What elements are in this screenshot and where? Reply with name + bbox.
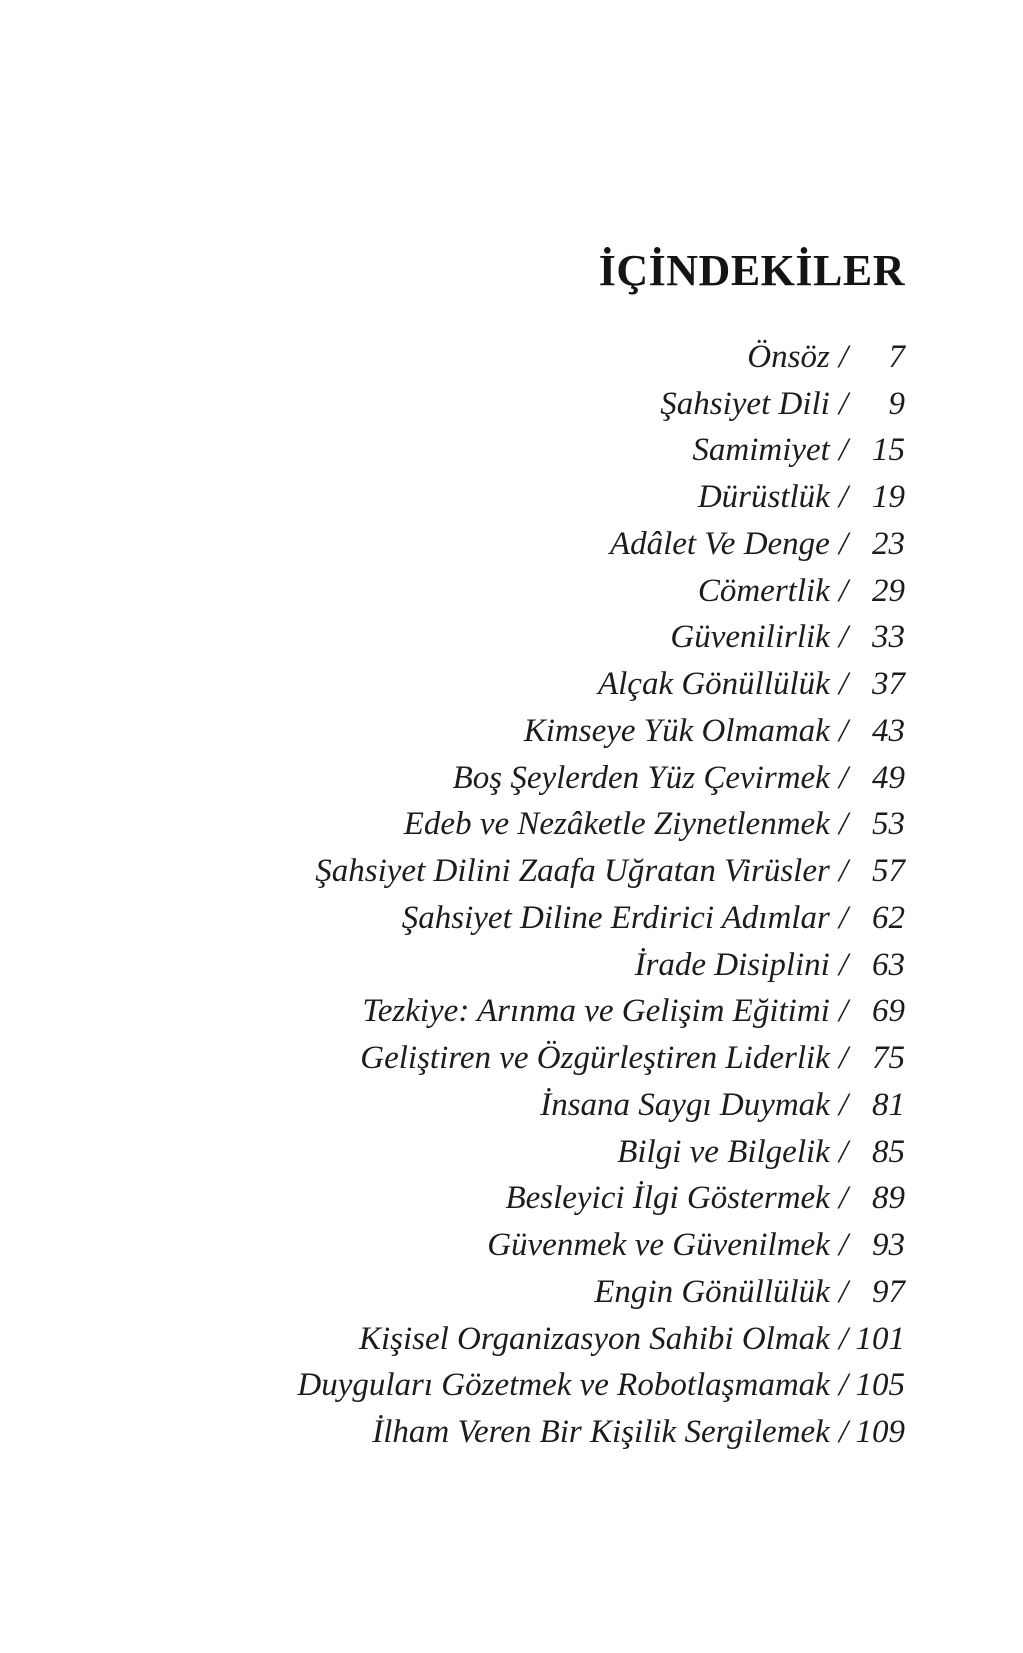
toc-entry-page-number: 29: [872, 572, 905, 609]
toc-entry-label: Tezkiye: Arınma ve Gelişim Eğitimi: [362, 993, 830, 1030]
toc-separator: /: [838, 1133, 848, 1170]
toc-entry-page-number: 9: [888, 385, 905, 422]
toc-entry-page-number: 7: [888, 338, 905, 375]
toc-entry-row: [80, 479, 905, 526]
toc-separator: /: [838, 1180, 848, 1217]
toc-separator: /: [838, 1367, 848, 1404]
toc-entry-label: Kişisel Organizasyon Sahibi Olmak: [358, 1320, 830, 1357]
toc-entry-page-number: 93: [872, 1227, 905, 1264]
toc-separator: /: [838, 899, 848, 936]
toc-entry-page-number: 69: [872, 993, 905, 1030]
toc-entry-page-number: 105: [855, 1367, 905, 1404]
toc-entry-row: [80, 1274, 905, 1321]
toc-separator: /: [838, 338, 848, 375]
toc-entry-row: [80, 806, 905, 853]
toc-entry-label: Engin Gönüllülük: [594, 1273, 830, 1310]
toc-entry-row: [80, 853, 905, 900]
toc-entry-label: Dürüstlük: [697, 479, 830, 516]
toc-entry-row: [80, 1040, 905, 1087]
toc-entry-row: [80, 1321, 905, 1368]
toc-entry-row: [80, 1180, 905, 1227]
toc-entry-label: Önsöz: [747, 338, 830, 375]
toc-entry-page-number: 109: [855, 1414, 905, 1451]
toc-entry-row: [80, 900, 905, 947]
toc-entry-row: [80, 666, 905, 713]
toc-entry-label: İrade Disiplini: [634, 946, 830, 983]
toc-entry-page-number: 89: [872, 1180, 905, 1217]
toc-entry-page-number: 57: [872, 853, 905, 890]
toc-separator: /: [838, 1040, 848, 1077]
toc-entry-row: [80, 713, 905, 760]
toc-separator: /: [838, 853, 848, 890]
toc-entry-label: Duyguları Gözetmek ve Robotlaşmamak: [297, 1367, 830, 1404]
toc-entry-row: [80, 339, 905, 386]
toc-entry-row: [80, 993, 905, 1040]
toc-entry-label: Besleyici İlgi Göstermek: [505, 1180, 830, 1217]
toc-separator: /: [838, 666, 848, 703]
toc-separator: /: [838, 712, 848, 749]
toc-entry-row: [80, 760, 905, 807]
toc-separator: /: [838, 1320, 848, 1357]
toc-entry-label: Cömertlik: [697, 572, 830, 609]
toc-entry-label: İlham Veren Bir Kişilik Sergilemek: [372, 1414, 830, 1451]
toc-entry-row: [80, 1367, 905, 1414]
toc-entry-page-number: 37: [872, 666, 905, 703]
toc-entry-label: Kimseye Yük Olmamak: [523, 712, 830, 749]
toc-entry-row: [80, 1087, 905, 1134]
toc-separator: /: [838, 572, 848, 609]
toc-separator: /: [838, 525, 848, 562]
toc-entry-row: [80, 526, 905, 573]
toc-entry-row: [80, 432, 905, 479]
toc-entry-label: Geliştiren ve Özgürleştiren Liderlik: [360, 1040, 830, 1077]
toc-entry-page-number: 15: [872, 432, 905, 469]
toc-entry-label: Samimiyet: [692, 432, 830, 469]
toc-separator: /: [838, 759, 848, 796]
toc-entry-row: [80, 947, 905, 994]
toc-entry-page-number: 101: [855, 1320, 905, 1357]
toc-entry-row: [80, 386, 905, 433]
toc-entry-row: [80, 1414, 905, 1461]
toc-separator: /: [838, 1414, 848, 1451]
toc-entry-label: Şahsiyet Diline Erdirici Adımlar: [401, 899, 830, 936]
page-title: İÇİNDEKİLER: [598, 246, 905, 295]
toc-separator: /: [838, 1273, 848, 1310]
toc-entry-page-number: 49: [872, 759, 905, 796]
toc-entry-label: Boş Şeylerden Yüz Çevirmek: [452, 759, 830, 796]
toc-separator: /: [838, 432, 848, 469]
toc-entry-row: [80, 1134, 905, 1181]
toc-entry-page-number: 53: [872, 806, 905, 843]
toc-separator: /: [838, 385, 848, 422]
toc-separator: /: [838, 806, 848, 843]
toc-entry-label: Güvenilirlik: [670, 619, 830, 656]
toc-entry-label: Alçak Gönüllülük: [597, 666, 830, 703]
toc-entry-row: [80, 619, 905, 666]
toc-entry-label: İnsana Saygı Duymak: [540, 1086, 830, 1123]
toc-separator: /: [838, 993, 848, 1030]
toc-entry-row: [80, 1227, 905, 1274]
toc-entry-page-number: 81: [872, 1086, 905, 1123]
toc-entry-page-number: 63: [872, 946, 905, 983]
toc-entry-page-number: 62: [872, 899, 905, 936]
toc-entry-label: Güvenmek ve Güvenilmek: [487, 1227, 830, 1264]
toc-entry-page-number: 75: [872, 1040, 905, 1077]
toc-entry-label: Adâlet Ve Denge: [609, 525, 830, 562]
table-of-contents: [80, 339, 905, 1461]
toc-entry-label: Şahsiyet Dili: [660, 385, 830, 422]
toc-entry-row: [80, 573, 905, 620]
toc-entry-label: Edeb ve Nezâketle Ziynetlenmek: [403, 806, 830, 843]
toc-entry-page-number: 97: [872, 1273, 905, 1310]
toc-entry-page-number: 19: [872, 479, 905, 516]
toc-entry-page-number: 33: [872, 619, 905, 656]
toc-entry-page-number: 43: [872, 712, 905, 749]
toc-separator: /: [838, 946, 848, 983]
toc-separator: /: [838, 1086, 848, 1123]
toc-separator: /: [838, 619, 848, 656]
toc-entry-page-number: 85: [872, 1133, 905, 1170]
toc-entry-label: Bilgi ve Bilgelik: [617, 1133, 830, 1170]
toc-separator: /: [838, 479, 848, 516]
toc-separator: /: [838, 1227, 848, 1264]
toc-entry-page-number: 23: [872, 525, 905, 562]
toc-entry-label: Şahsiyet Dilini Zaafa Uğratan Virüsler: [315, 853, 830, 890]
